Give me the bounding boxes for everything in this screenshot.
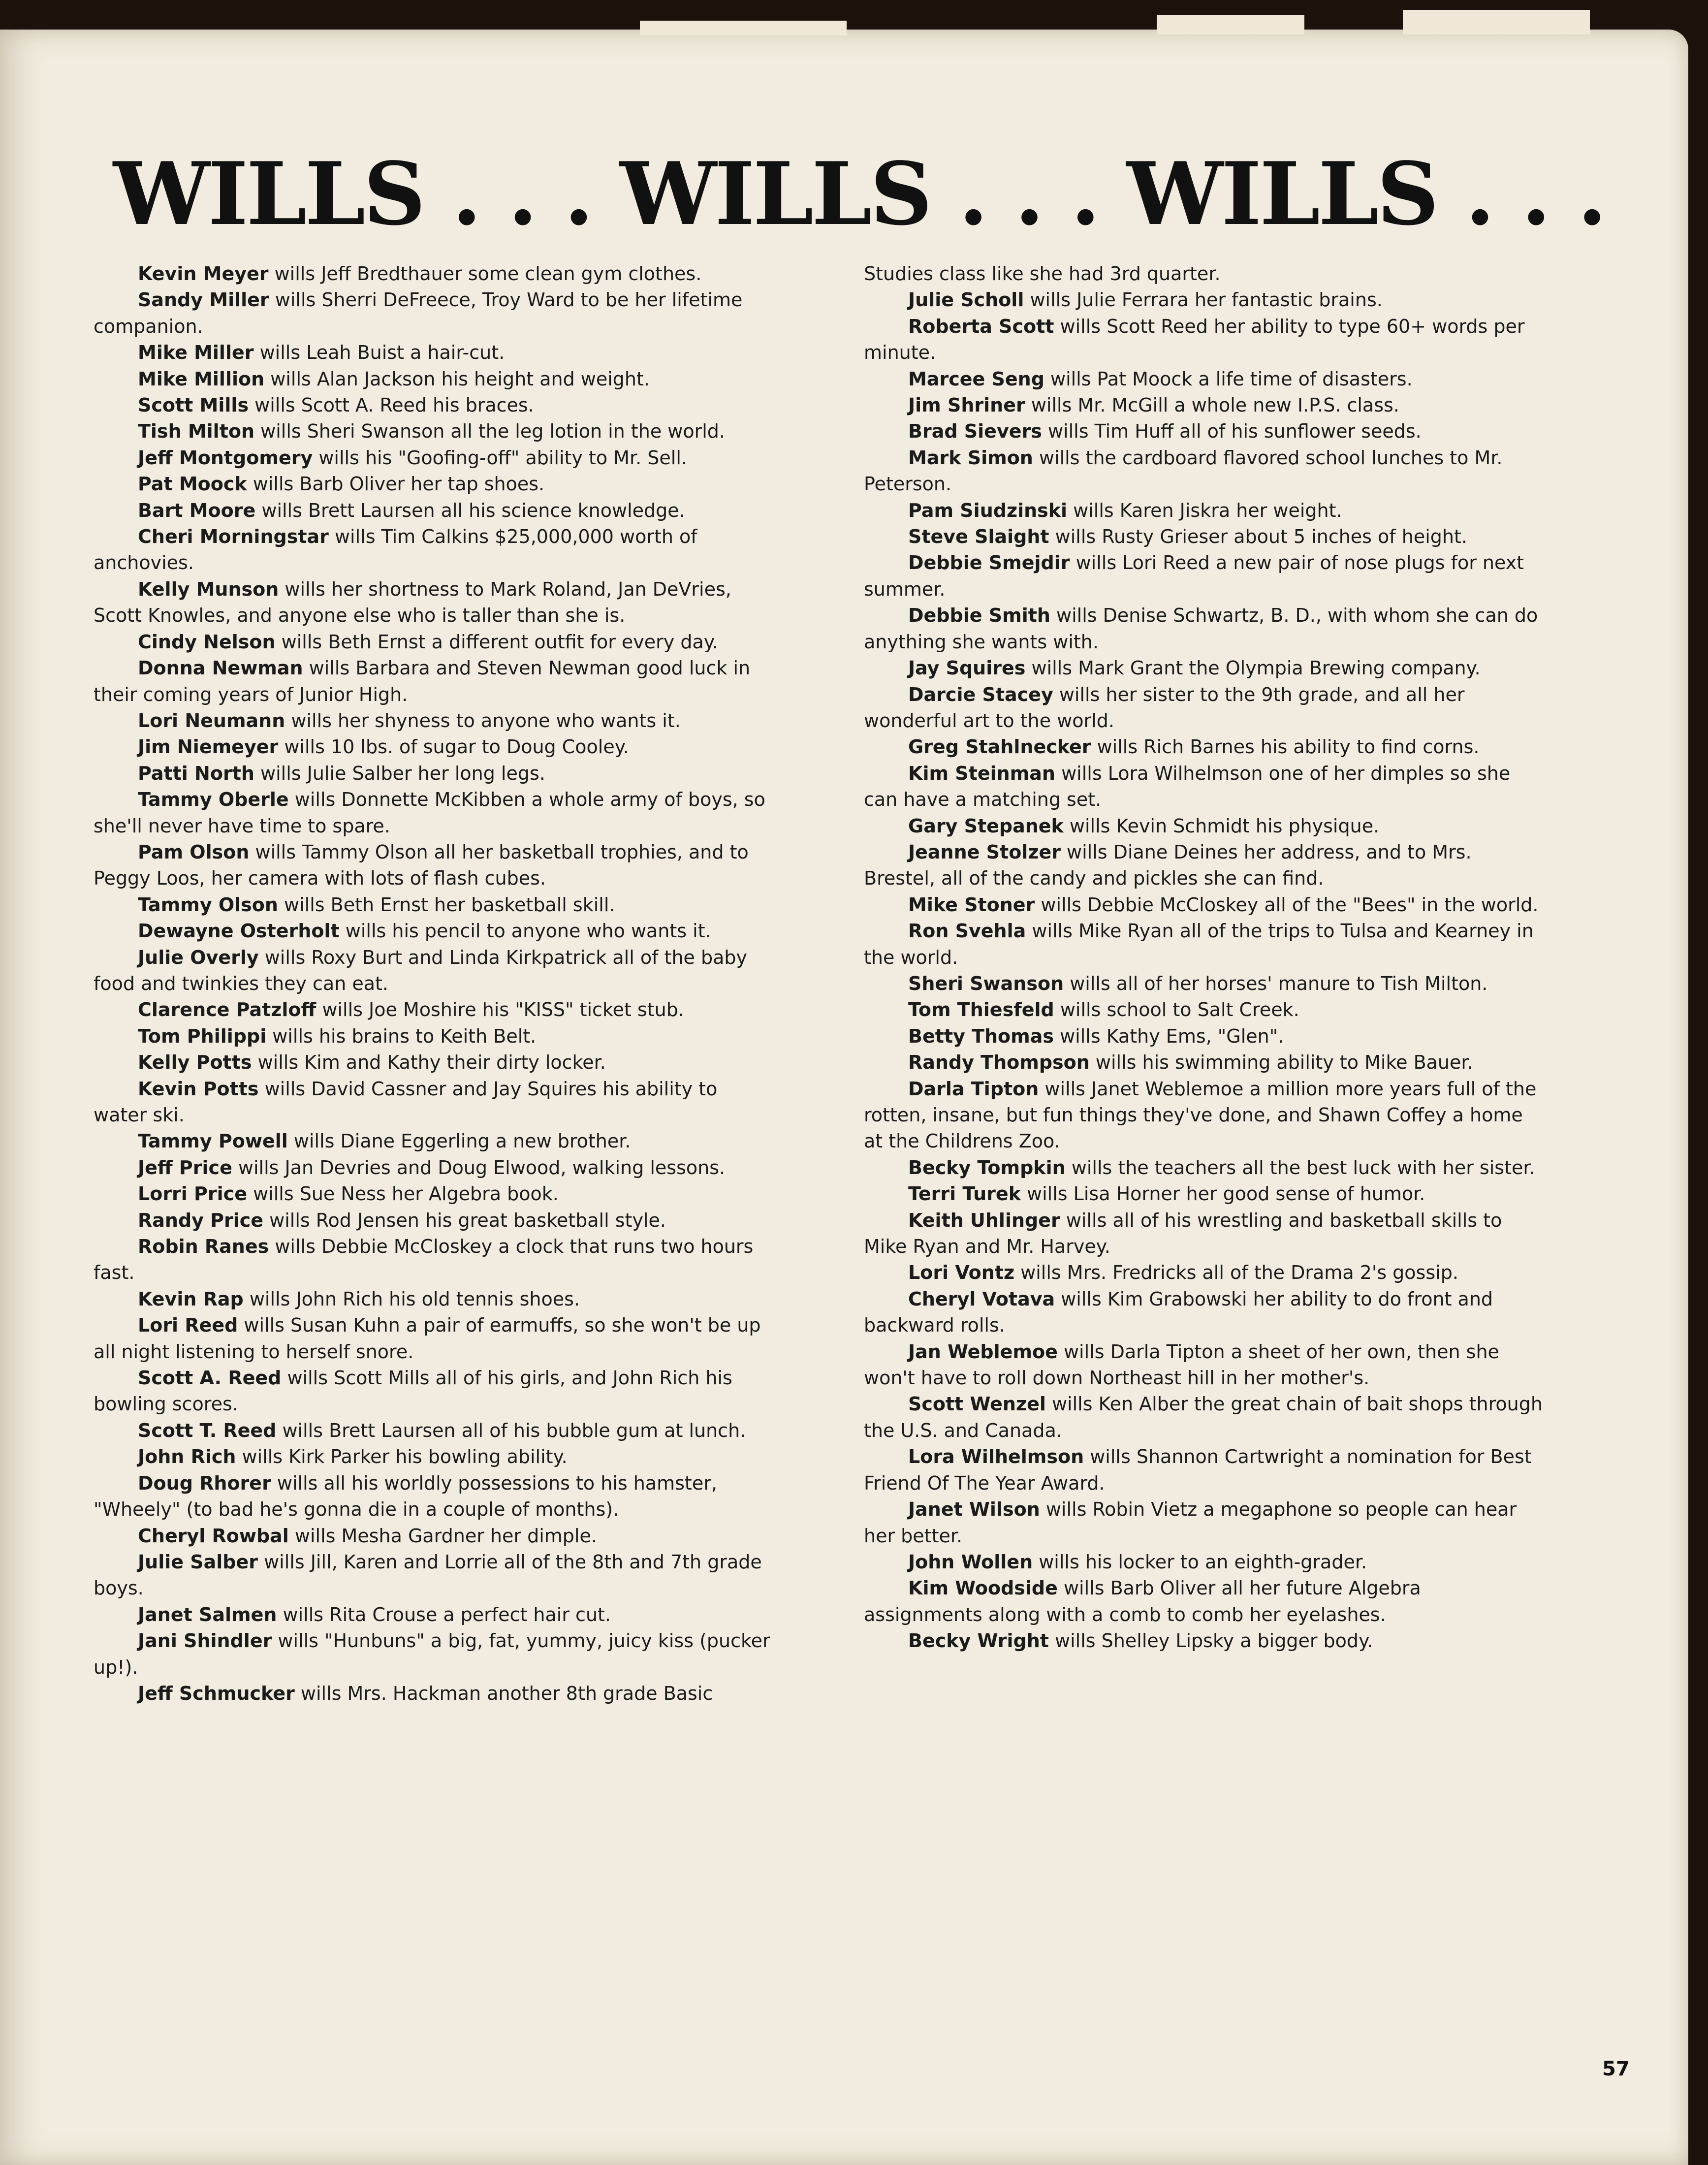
will-entry — [864, 997, 1543, 1023]
will-entry — [864, 892, 1543, 918]
student-name: Mike Stoner — [908, 893, 1035, 916]
will-text: wills school to Salt Creek. — [1054, 999, 1299, 1021]
student-name: Pam Olson — [138, 841, 250, 863]
will-entry — [94, 945, 773, 997]
will-entry — [864, 498, 1543, 524]
will-entry — [864, 1549, 1543, 1575]
student-name: Clarence Patzloff — [138, 999, 316, 1021]
will-text: wills 10 lbs. of sugar to Doug Cooley. — [278, 736, 629, 758]
will-entry — [864, 392, 1543, 418]
student-name: Pam Siudzinski — [908, 499, 1068, 521]
page-number: 57 — [1602, 2058, 1630, 2080]
student-name: Jeff Price — [138, 1156, 232, 1178]
student-name: Mike Million — [138, 368, 265, 390]
will-text: wills Tim Calkins $25,000,000 worth of anchovies. — [94, 526, 697, 574]
will-entry — [864, 1050, 1543, 1076]
will-text: wills Rita Crouse a perfect hair cut. — [277, 1603, 611, 1625]
will-entry — [94, 1365, 773, 1418]
will-text: wills John Rich his old tennis shoes. — [243, 1288, 580, 1310]
student-name: Jani Shindler — [138, 1630, 272, 1652]
will-text: wills Barbara and Steven Newman good luck in their coming years of Junior High. — [94, 657, 751, 705]
will-entry — [94, 1155, 773, 1181]
student-name: Brad Sievers — [908, 420, 1042, 443]
will-entry — [864, 445, 1543, 498]
will-text: wills Jan Devries and Doug Elwood, walking lessons. — [232, 1156, 726, 1178]
will-text: wills Barb Oliver her tap shoes. — [247, 473, 545, 495]
will-entry — [864, 918, 1543, 971]
will-entry — [94, 445, 773, 471]
will-entry — [94, 366, 773, 392]
student-name: Becky Wright — [908, 1630, 1049, 1652]
will-entry — [94, 1312, 773, 1365]
will-text: wills Sherri DeFreece, Troy Ward to be her lifetime companion. — [94, 289, 743, 337]
will-text: wills Kathy Ems, "Glen". — [1054, 1025, 1284, 1047]
student-name: Betty Thomas — [908, 1025, 1054, 1047]
will-text: wills Shelley Lipsky a bigger body. — [1048, 1630, 1373, 1652]
student-name: Cindy Nelson — [138, 631, 276, 653]
student-name: Doug Rhorer — [138, 1472, 271, 1494]
will-entry — [94, 1234, 773, 1286]
student-name: Janet Salmen — [138, 1603, 277, 1625]
will-text: wills his "Goofing-off" ability to Mr. Sell. — [313, 446, 687, 469]
student-name: Debbie Smith — [908, 605, 1050, 627]
student-name: Tammy Powell — [138, 1130, 288, 1152]
student-name: Kevin Rap — [138, 1288, 244, 1310]
student-name: Patti North — [138, 762, 254, 784]
student-name: Mike Miller — [138, 342, 254, 364]
student-name: Jeanne Stolzer — [908, 841, 1061, 863]
student-name: Julie Scholl — [908, 289, 1024, 311]
student-name: Tish Milton — [138, 420, 255, 443]
will-entry — [94, 787, 773, 839]
will-text: wills Beth Ernst her basketball skill. — [278, 893, 615, 916]
will-text: Studies class like she had 3rd quarter. — [864, 263, 1221, 285]
will-entry — [94, 1470, 773, 1523]
will-entry — [94, 392, 773, 418]
student-name: Jeff Montgomery — [138, 446, 313, 469]
will-entry — [864, 550, 1543, 603]
student-name: Lori Neumann — [138, 709, 285, 732]
will-text: wills Rod Jensen his great basketball style. — [263, 1209, 666, 1231]
will-text: wills Donnette McKibben a whole army of boys, so she'll never have time to spare. — [94, 789, 765, 837]
student-name: Jan Weblemoe — [908, 1340, 1058, 1363]
student-name: Lorri Price — [138, 1183, 247, 1205]
will-entry — [94, 524, 773, 576]
will-text: wills Janet Weblemoe a million more years full of the rotten, insane, but fun things they've done, and Shawn Coffey a home at the Childrens Zoo. — [864, 1078, 1537, 1152]
will-entry — [94, 1681, 773, 1707]
will-text: wills David Cassner and Jay Squires his ability to water ski. — [94, 1078, 718, 1126]
will-text: wills Debbie McCloskey a clock that runs two hours fast. — [94, 1236, 754, 1284]
will-entry — [864, 314, 1543, 366]
student-name: Steve Slaight — [908, 526, 1049, 548]
will-entry — [94, 918, 773, 944]
will-entry — [864, 366, 1543, 392]
will-entry — [94, 761, 773, 787]
will-text: wills Brett Laursen all of his bubble gum at lunch. — [276, 1419, 746, 1441]
student-name: Lori Vontz — [908, 1262, 1015, 1284]
will-text: wills Denise Schwartz, B. D., with whom she can do anything she wants with. — [864, 605, 1538, 653]
will-text: wills Debbie McCloskey all of the "Bees" in the world. — [1035, 893, 1539, 916]
student-name: Sheri Swanson — [908, 972, 1064, 994]
will-entry — [864, 1208, 1543, 1260]
will-entry — [94, 839, 773, 892]
student-name: Kim Woodside — [908, 1577, 1058, 1599]
will-text: wills her sister to the 9th grade, and all her wonderful art to the world. — [864, 683, 1465, 732]
will-entry — [864, 1076, 1543, 1155]
will-entry — [94, 1181, 773, 1207]
student-name: Sandy Miller — [138, 289, 269, 311]
student-name: Pat Moock — [138, 473, 247, 495]
student-name: Randy Price — [138, 1209, 264, 1231]
student-name: Scott T. Reed — [138, 1419, 277, 1441]
will-text: wills her shortness to Mark Roland, Jan DeVries, Scott Knowles, and anyone else who is taller than she is. — [94, 578, 731, 627]
will-text: wills her shyness to anyone who wants it. — [285, 709, 681, 732]
will-text: wills Julie Ferrara her fantastic brains. — [1024, 289, 1383, 311]
will-entry — [864, 813, 1543, 839]
will-entry — [94, 892, 773, 918]
will-text: wills Alan Jackson his height and weight. — [264, 368, 650, 390]
will-text: wills Jeff Bredthauer some clean gym clothes. — [268, 263, 702, 285]
student-name: Kevin Meyer — [138, 263, 269, 285]
will-text: wills Scott A. Reed his braces. — [249, 394, 534, 416]
will-entry — [864, 655, 1543, 681]
will-text: wills Robin Vietz a megaphone so people can hear her better. — [864, 1498, 1517, 1547]
will-entry — [94, 261, 773, 287]
will-text: wills Kevin Schmidt his physique. — [1063, 815, 1380, 837]
student-name: Keith Uhlinger — [908, 1209, 1060, 1231]
will-text: wills Lori Reed a new pair of nose plugs for next summer. — [864, 552, 1524, 600]
will-entry — [864, 1155, 1543, 1181]
student-name: Darcie Stacey — [908, 683, 1053, 705]
will-entry — [94, 1208, 773, 1234]
will-text: wills his brains to Keith Belt. — [266, 1025, 537, 1047]
will-text: wills Rusty Grieser about 5 inches of height. — [1049, 526, 1467, 548]
student-name: Cheri Morningstar — [138, 526, 329, 548]
student-name: Julie Salber — [138, 1551, 258, 1573]
student-name: Kelly Potts — [138, 1051, 252, 1074]
will-text: wills all of her horses' manure to Tish Milton. — [1064, 972, 1488, 994]
will-entry — [864, 734, 1543, 760]
student-name: Janet Wilson — [908, 1498, 1040, 1521]
will-text: wills Kim and Kathy their dirty locker. — [252, 1051, 606, 1074]
will-entry — [864, 603, 1543, 655]
will-entry — [864, 1023, 1543, 1050]
student-name: Randy Thompson — [908, 1051, 1090, 1074]
will-entry — [864, 261, 1543, 287]
student-name: Jim Shriner — [908, 394, 1025, 416]
student-name: Ron Svehla — [908, 920, 1026, 942]
will-entry — [864, 971, 1543, 997]
will-entry — [94, 1076, 773, 1129]
will-entry — [864, 1496, 1543, 1549]
student-name: Roberta Scott — [908, 315, 1054, 337]
student-name: Julie Overly — [138, 946, 259, 968]
student-name: Scott A. Reed — [138, 1367, 282, 1389]
will-entry — [864, 1575, 1543, 1628]
will-text: wills all his worldly possessions to his hamster, "Wheely" (to bad he's gonna die in a couple of months). — [94, 1472, 717, 1521]
wills-column-right — [864, 261, 1543, 1655]
student-name: Scott Wenzel — [908, 1393, 1046, 1415]
will-text: wills Mark Grant the Olympia Brewing company. — [1025, 657, 1481, 679]
will-text: wills Brett Laursen all his science knowledge. — [255, 499, 685, 521]
will-entry — [94, 340, 773, 366]
student-name: Bart Moore — [138, 499, 256, 521]
torn-paper-edge — [1157, 15, 1304, 34]
will-entry — [94, 1602, 773, 1628]
student-name: Cheryl Rowbal — [138, 1525, 289, 1547]
will-entry — [864, 839, 1543, 892]
student-name: Jeff Schmucker — [138, 1682, 295, 1704]
will-text: wills Tim Huff all of his sunflower seeds. — [1042, 420, 1422, 443]
will-text: wills his pencil to anyone who wants it. — [339, 920, 711, 942]
student-name: Tammy Oberle — [138, 789, 289, 811]
will-entry — [94, 418, 773, 445]
will-entry — [864, 1339, 1543, 1392]
will-text: wills Beth Ernst a different outfit for every day. — [275, 631, 718, 653]
will-text: wills Karen Jiskra her weight. — [1067, 499, 1342, 521]
will-entry — [94, 1418, 773, 1444]
student-name: Dewayne Osterholt — [138, 920, 340, 942]
will-entry — [94, 287, 773, 340]
will-text: wills Kirk Parker his bowling ability. — [236, 1446, 568, 1468]
will-text: wills Tammy Olson all her basketball trophies, and to Peggy Loos, her camera with lots of flash cubes. — [94, 841, 749, 890]
will-text: wills Ken Alber the great chain of bait shops through the U.S. and Canada. — [864, 1393, 1543, 1441]
will-text: wills Mr. McGill a whole new I.P.S. class. — [1025, 394, 1399, 416]
student-name: Tom Philippi — [138, 1025, 267, 1047]
will-text: wills Julie Salber her long legs. — [254, 762, 545, 784]
student-name: Tom Thiesfeld — [908, 999, 1054, 1021]
student-name: Cheryl Votava — [908, 1288, 1055, 1310]
will-text: wills Pat Moock a life time of disasters. — [1044, 368, 1413, 390]
student-name: Becky Tompkin — [908, 1156, 1066, 1178]
student-name: John Wollen — [908, 1551, 1033, 1573]
will-text: wills Mrs. Fredricks all of the Drama 2's gossip. — [1014, 1262, 1458, 1284]
student-name: Lora Wilhelmson — [908, 1446, 1084, 1468]
will-text: wills the cardboard flavored school lunches to Mr. Peterson. — [864, 446, 1503, 495]
will-entry — [864, 1391, 1543, 1444]
will-entry — [94, 629, 773, 655]
student-name: Donna Newman — [138, 657, 303, 679]
will-text: wills Joe Moshire his "KISS" ticket stub. — [316, 999, 684, 1021]
will-entry — [864, 1260, 1543, 1286]
will-text: wills Jill, Karen and Lorrie all of the 8th and 7th grade boys. — [94, 1551, 762, 1599]
student-name: Kelly Munson — [138, 578, 279, 600]
will-entry — [94, 655, 773, 708]
torn-paper-edge — [640, 21, 847, 35]
will-text: wills Roxy Burt and Linda Kirkpatrick all of the baby food and twinkies they can eat. — [94, 946, 748, 994]
student-name: Kim Steinman — [908, 762, 1055, 784]
will-text: wills Scott Mills all of his girls, and John Rich his bowling scores. — [94, 1367, 732, 1415]
will-entry — [94, 997, 773, 1023]
will-text: wills his swimming ability to Mike Bauer. — [1089, 1051, 1473, 1074]
will-text: wills Lisa Horner her good sense of humor. — [1020, 1183, 1425, 1205]
will-text: wills Darla Tipton a sheet of her own, then she won't have to roll down Northeast hill in her mother's. — [864, 1340, 1499, 1389]
will-entry — [864, 1286, 1543, 1339]
will-text: wills Mike Ryan all of the trips to Tulsa and Kearney in the world. — [864, 920, 1534, 968]
will-text: wills Diane Deines her address, and to Mrs. Brestel, all of the candy and pickles she can find. — [864, 841, 1472, 890]
student-name: Scott Mills — [138, 394, 249, 416]
student-name: Marcee Seng — [908, 368, 1044, 390]
student-name: Jim Niemeyer — [138, 736, 279, 758]
will-text: wills Barb Oliver all her future Algebra assignments along with a comb to comb her eyelashes. — [864, 1577, 1421, 1625]
student-name: John Rich — [138, 1446, 236, 1468]
will-entry — [864, 418, 1543, 445]
will-text: wills Susan Kuhn a pair of earmuffs, so she won't be up all night listening to herself snore. — [94, 1314, 761, 1363]
will-entry — [864, 682, 1543, 734]
will-text: wills Lora Wilhelmson one of her dimples so she can have a matching set. — [864, 762, 1511, 811]
will-text: wills Mrs. Hackman another 8th grade Basic — [294, 1682, 713, 1704]
will-entry — [94, 1286, 773, 1312]
will-text: wills Sue Ness her Algebra book. — [247, 1183, 559, 1205]
will-entry — [94, 1523, 773, 1549]
will-entry — [94, 1444, 773, 1470]
torn-paper-edge — [1403, 10, 1590, 34]
will-entry — [94, 734, 773, 760]
will-entry — [864, 761, 1543, 813]
will-text: wills Rich Barnes his ability to find corns. — [1091, 736, 1480, 758]
will-text: wills Mesha Gardner her dimple. — [288, 1525, 597, 1547]
student-name: Lori Reed — [138, 1314, 238, 1337]
will-text: wills all of his wrestling and basketball skills to Mike Ryan and Mr. Harvey. — [864, 1209, 1502, 1258]
will-text: wills Leah Buist a hair-cut. — [253, 342, 505, 364]
will-entry — [94, 498, 773, 524]
will-entry — [94, 1050, 773, 1076]
page-title: WILLS . . . WILLS . . . WILLS . . . — [113, 144, 1606, 245]
will-entry — [864, 287, 1543, 313]
student-name: Debbie Smejdir — [908, 552, 1070, 574]
will-text: wills his locker to an eighth-grader. — [1033, 1551, 1367, 1573]
will-entry — [94, 1128, 773, 1154]
student-name: Gary Stepanek — [908, 815, 1064, 837]
will-text: wills Kim Grabowski her ability to do front and backward rolls. — [864, 1288, 1493, 1337]
will-entry — [864, 1628, 1543, 1654]
student-name: Greg Stahlnecker — [908, 736, 1091, 758]
student-name: Jay Squires — [908, 657, 1026, 679]
will-text: wills Scott Reed her ability to type 60+ words per minute. — [864, 315, 1525, 364]
will-entry — [864, 1181, 1543, 1207]
will-entry — [94, 1628, 773, 1681]
will-entry — [94, 1023, 773, 1050]
will-text: wills the teachers all the best luck with her sister. — [1065, 1156, 1535, 1178]
student-name: Kevin Potts — [138, 1078, 259, 1100]
will-text: wills "Hunbuns" a big, fat, yummy, juicy kiss (pucker up!). — [94, 1630, 770, 1678]
will-text: wills Shannon Cartwright a nomination for Best Friend Of The Year Award. — [864, 1446, 1532, 1494]
student-name: Robin Ranes — [138, 1236, 269, 1258]
will-entry — [94, 1549, 773, 1602]
will-text: wills Sheri Swanson all the leg lotion in the world. — [254, 420, 725, 443]
will-entry — [864, 1444, 1543, 1496]
student-name: Tammy Olson — [138, 893, 278, 916]
will-entry — [864, 524, 1543, 550]
will-entry — [94, 471, 773, 497]
will-entry — [94, 576, 773, 629]
will-text: wills Diane Eggerling a new brother. — [287, 1130, 631, 1152]
student-name: Darla Tipton — [908, 1078, 1039, 1100]
student-name: Mark Simon — [908, 446, 1033, 469]
wills-column-left — [94, 261, 773, 1707]
will-entry — [94, 708, 773, 734]
student-name: Terri Turek — [908, 1183, 1021, 1205]
